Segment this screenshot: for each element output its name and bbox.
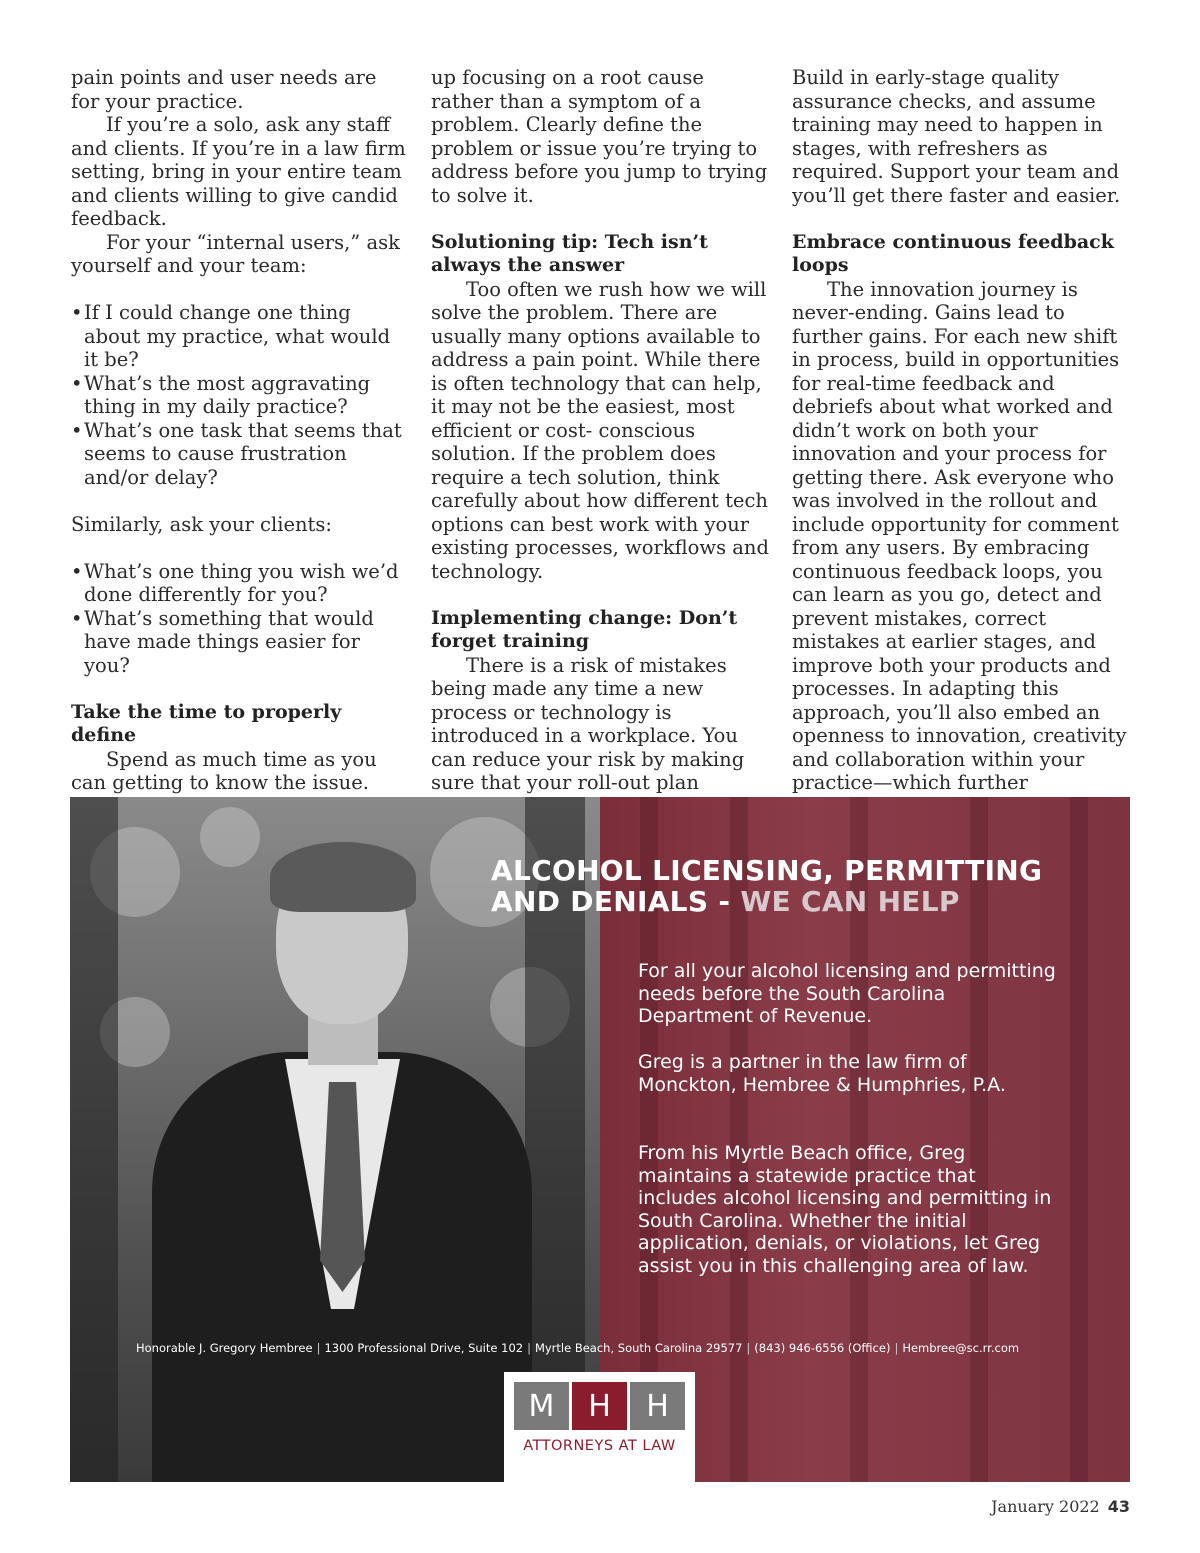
section-heading: Implementing change: Don’t forget training (431, 606, 738, 652)
internal-questions-list (71, 301, 409, 489)
office-city: Myrtle Beach, South Carolina 29577 (534, 1341, 743, 1355)
paragraph: There is a risk of mistakes being made any time a new process or technology is introduced in a workplace. You can reduce your risk by making sure that your roll-out plan (431, 653, 745, 794)
section-heading: Embrace continuous feedback loops (792, 230, 1114, 276)
client-questions-list (71, 560, 409, 678)
ad-headline-line-2: AND DENIALS - WE CAN HELP (491, 885, 960, 918)
page-footer (991, 1497, 1130, 1516)
section-heading: Take the time to properly define (71, 700, 342, 746)
list-item: • What’s something that would have made things easier for you? (71, 607, 409, 678)
office-phone[interactable]: (843) 946-6556 (Office) (754, 1341, 891, 1355)
ad-paragraph: Greg is a partner in the law firm of Monckton, Hembree & Humphries, P.A. (638, 1051, 1006, 1096)
paragraph: up focusing on a root cause rather than a symptom of a problem. Clearly define the problem or issue you’re trying to address before you jump to trying to solve it. (431, 66, 768, 207)
list-item: • What’s one task that seems that seems to cause frustration and/or delay? (71, 419, 409, 490)
logo-letter: M (514, 1382, 569, 1430)
logo-tagline: ATTORNEYS AT LAW (523, 1438, 676, 1454)
paragraph: Spend as much time as you can getting to know the issue. (71, 747, 377, 794)
logo-letter: H (630, 1382, 685, 1430)
office-email[interactable]: Hembree@sc.rr.com (902, 1341, 1020, 1355)
paragraph: Too often we rush how we will solve the problem. There are usually many options available to address a pain point. While there is often technology that can help, it may not be the easiest, most efficient or cost- conscious solution. If the problem does require a tech solution, think carefully about how different tech options can best work with your existing processes, workflows and technology. (431, 277, 769, 583)
ad-paragraph: From his Myrtle Beach office, Greg maintains a statewide practice that includes alcohol licensing and permitting in South Carolina. Whether the initial application, denials, or violations, let Greg assist you in this challenging area of law. (638, 1142, 1052, 1277)
office-address: 1300 Professional Drive, Suite 102 (324, 1341, 524, 1355)
paragraph: Build in early-stage quality assurance checks, and assume training may need to happen in stages, with refreshers as required. Support your team and you’ll get there faster and easier. (792, 66, 1121, 207)
ad-headline-accent: WE CAN HELP (740, 885, 960, 918)
paragraph: pain points and user needs are for your practice. (71, 66, 377, 113)
article-column-2 (431, 66, 769, 842)
ad-headline (491, 855, 1091, 917)
page-number: 43 (1107, 1497, 1130, 1516)
firm-logo (504, 1372, 695, 1482)
paragraph: The innovation journey is never-ending. Gains lead to further gains. For each new shift in process, build in opportunities for real-time feedback and debriefs about what worked and didn’t work on both your innovation and your process for getting there. Ask everyone who was involved in the rollout and include opportunity for comment from any users. By embracing continuous feedback loops, you can learn as you go, detect and prevent mistakes, correct mistakes at earlier stages, and improve both your products and processes. In adapting this approach, you’ll also embed an openness to innovation, creativity and collaboration within your practice—which further (792, 277, 1127, 794)
paragraph: If you’re a solo, ask any staff and clients. If you’re in a law firm setting, bring in your entire team and clients willing to give candid feedback. (71, 113, 406, 230)
ad-headline-line-1: ALCOHOL LICENSING, PERMITTING (491, 854, 1043, 887)
attorney-name: Honorable J. Gregory Hembree (136, 1341, 313, 1355)
list-item: • What’s one thing you wish we’d done differently for you? (71, 560, 409, 607)
article-column-3 (792, 66, 1130, 842)
ad-paragraph: For all your alcohol licensing and permitting needs before the South Carolina Department of Revenue. (638, 960, 1056, 1027)
paragraph: For your “internal users,” ask yourself and your team: (71, 230, 400, 277)
article-column-1 (71, 66, 409, 865)
logo-letter: H (572, 1382, 627, 1430)
section-heading: Solutioning tip: Tech isn’t always the answer (431, 230, 708, 276)
list-item: • If I could change one thing about my practice, what would it be? (71, 301, 409, 372)
paragraph: Similarly, ask your clients: (71, 512, 332, 536)
ad-contact-line: Honorable J. Gregory Hembree | 1300 Professional Drive, Suite 102 | Myrtle Beach, South Carolina 29577 | (843) 946-6556 (Office) | Hembree@sc.rr.com (136, 1341, 1020, 1355)
advertisement (70, 797, 1130, 1482)
issue-date: January 2022 (991, 1497, 1100, 1516)
list-item: • What’s the most aggravating thing in my daily practice? (71, 372, 409, 419)
